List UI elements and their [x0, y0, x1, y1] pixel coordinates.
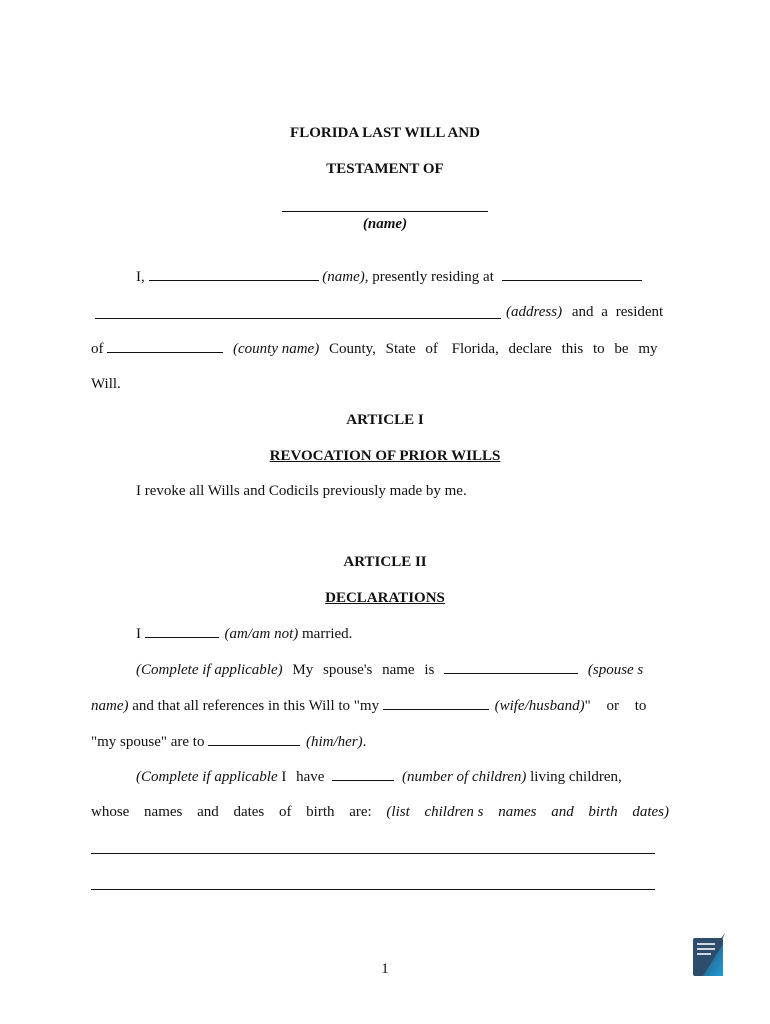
- intro-i: I,: [136, 269, 145, 285]
- title-line-2: TESTAMENT OF: [326, 161, 444, 177]
- names: names: [144, 804, 183, 820]
- article-1-text: I revoke all Wills and Codicils previously made by me.: [136, 483, 467, 499]
- married-label: (am/am not): [224, 626, 299, 642]
- intro-declare: declare: [508, 341, 552, 357]
- spouse-spouses: spouse's: [322, 662, 373, 678]
- close-quote: ": [584, 698, 591, 714]
- children-s: children s: [424, 804, 484, 820]
- intro-name-label: (name): [322, 269, 365, 285]
- birth: birth: [306, 804, 335, 820]
- county-blank: [107, 339, 223, 353]
- list-and: and: [551, 804, 574, 820]
- children-i: I: [281, 769, 287, 785]
- title-line-1: FLORIDA LAST WILL AND: [290, 125, 480, 141]
- spouse-is: is: [424, 662, 435, 678]
- children-list-line-1: [91, 853, 655, 854]
- spouse-to: to: [634, 698, 647, 714]
- intro-line-1: [136, 267, 642, 286]
- intro-to: to: [593, 341, 605, 357]
- married-line: [136, 624, 352, 643]
- spouse-line-3: [91, 732, 366, 751]
- address-blank: [95, 318, 501, 319]
- intro-state: State: [385, 341, 416, 357]
- married-i: I: [136, 626, 141, 642]
- article-1-heading: ARTICLE I: [346, 412, 424, 428]
- intro-residing: , presently residing at: [364, 269, 494, 285]
- article-2-heading: ARTICLE II: [343, 554, 427, 570]
- intro-resident: resident: [615, 304, 664, 320]
- children-line-1: [136, 767, 622, 786]
- document-pen-icon: [692, 932, 726, 978]
- article-1-subheading: REVOCATION OF PRIOR WILLS: [269, 448, 501, 464]
- residence-blank: [502, 267, 642, 281]
- and: and: [197, 804, 219, 820]
- intro-line-3: [91, 339, 658, 358]
- article-2-subheading: DECLARATIONS: [325, 590, 445, 606]
- him-blank: [208, 732, 300, 746]
- wife-blank: [383, 696, 489, 710]
- address-label: (address): [506, 304, 563, 320]
- title-name-label: (name): [362, 216, 408, 232]
- spouse-name-word: name: [382, 662, 415, 678]
- list-label: (list: [386, 804, 410, 820]
- period: .: [362, 734, 367, 750]
- name-blank: [149, 267, 319, 281]
- spouse-label-2: name): [91, 698, 129, 714]
- spouse-label: (spouse s: [587, 662, 644, 678]
- intro-will: Will.: [91, 376, 121, 392]
- list-birth: birth: [588, 804, 618, 820]
- intro-of-2: of: [425, 341, 438, 357]
- spouse-name-blank: [444, 660, 578, 674]
- children-have: have: [296, 769, 325, 785]
- my-spouse: "my spouse" are to: [91, 734, 205, 750]
- children-living: living children,: [530, 769, 622, 785]
- children-list-line-2: [91, 889, 655, 890]
- intro-line-2: [506, 303, 663, 321]
- intro-county: County,: [328, 341, 376, 357]
- intro-florida: Florida,: [451, 341, 499, 357]
- spouse-complete: (Complete if applicable): [136, 662, 283, 678]
- married-blank: [145, 624, 219, 638]
- dates: dates: [233, 804, 265, 820]
- wife-label: (wife/husband): [494, 698, 585, 714]
- page-number: 1: [381, 961, 389, 977]
- list-dates: dates): [632, 804, 669, 820]
- county-label: (county name): [233, 341, 320, 357]
- married-text: married.: [302, 626, 353, 642]
- spouse-line-1: [136, 660, 643, 679]
- are: are:: [349, 804, 372, 820]
- spouse-refs: and that all references in this Will to "my: [132, 698, 380, 714]
- of: of: [278, 804, 292, 820]
- spouse-my: My: [292, 662, 314, 678]
- testator-name-blank: [282, 211, 488, 212]
- spouse-line-2: [91, 696, 646, 715]
- intro-a: a: [601, 304, 608, 320]
- list-names: names: [498, 804, 537, 820]
- intro-and: and: [571, 304, 594, 320]
- intro-my: my: [638, 341, 658, 357]
- intro-be: be: [614, 341, 629, 357]
- children-label: (number of children): [401, 769, 527, 785]
- children-line-2: [91, 803, 669, 821]
- whose: whose: [91, 804, 130, 820]
- children-complete: (Complete if applicable: [136, 769, 278, 785]
- children-count-blank: [332, 767, 394, 781]
- intro-this: this: [561, 341, 584, 357]
- him-label: (him/her): [305, 734, 363, 750]
- spouse-or: or: [606, 698, 619, 714]
- intro-of: of: [91, 341, 104, 357]
